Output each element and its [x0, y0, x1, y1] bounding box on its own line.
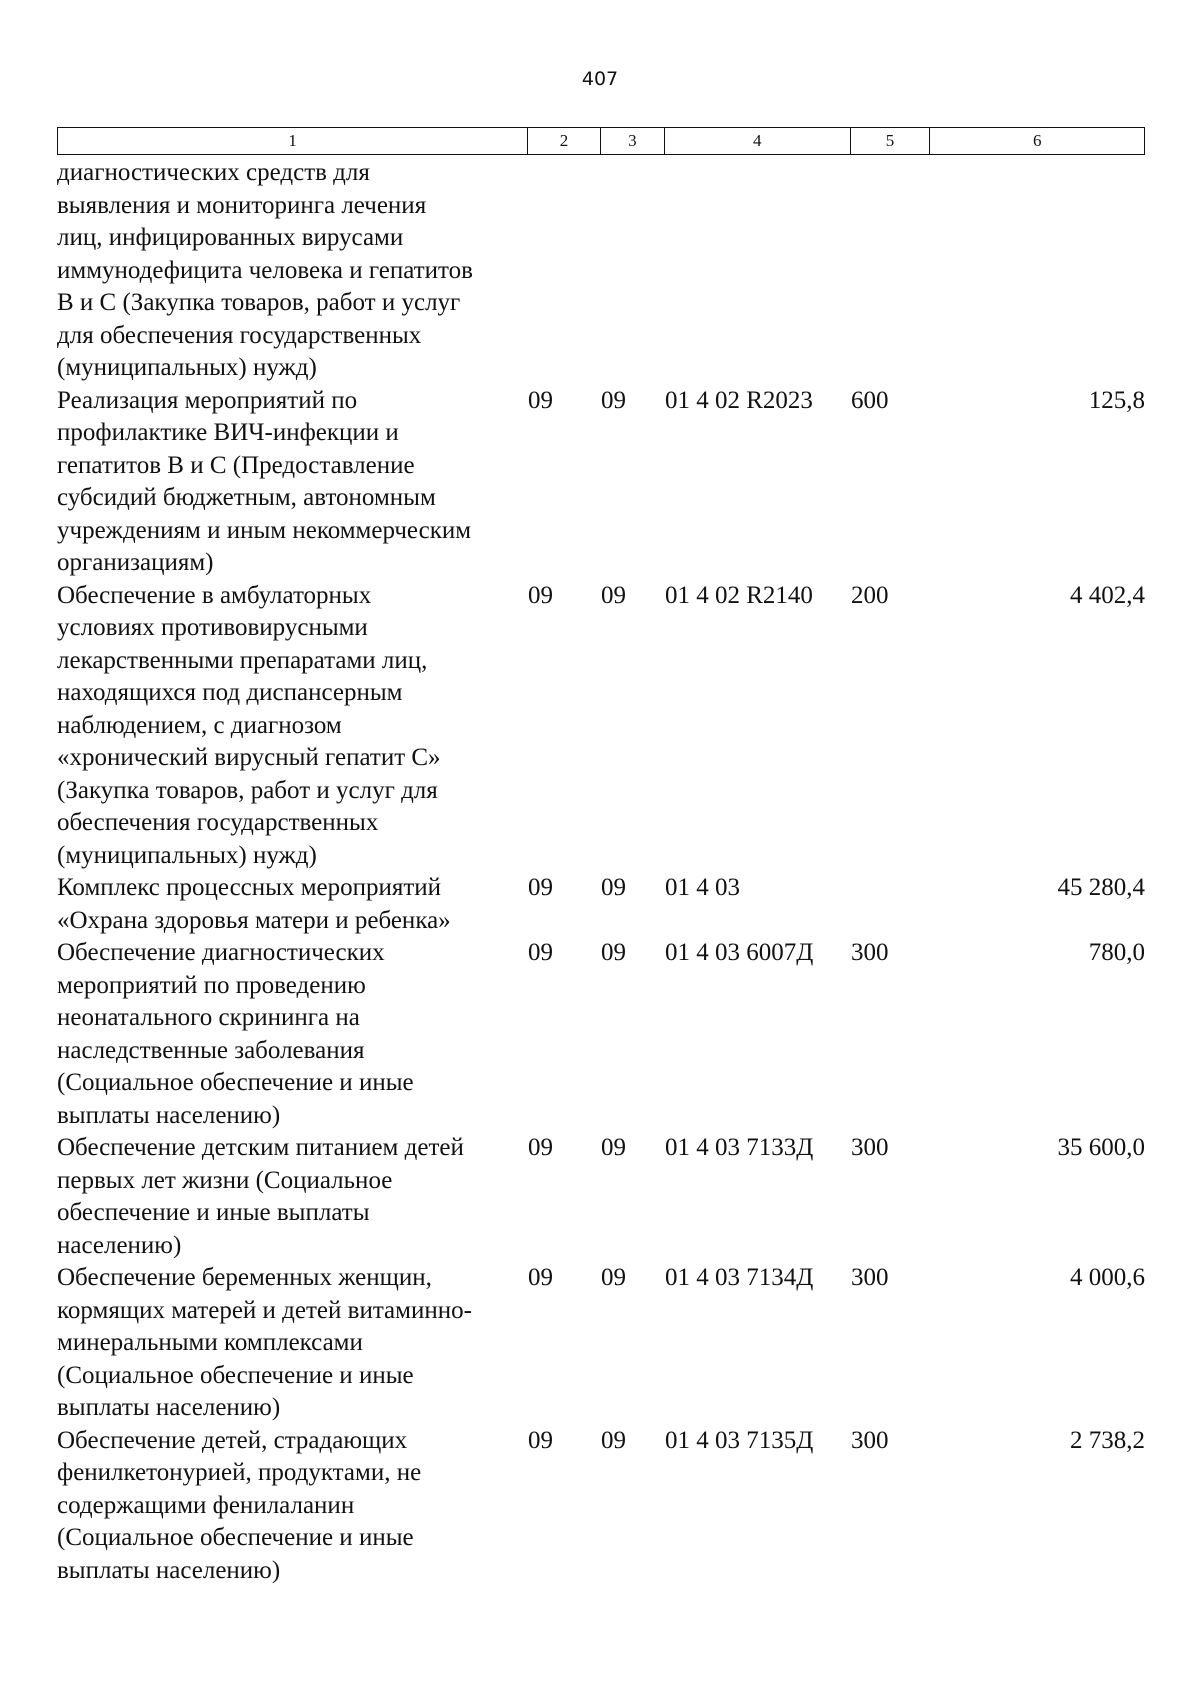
row-amount: 125,8 — [1088, 386, 1145, 414]
row-expense-type: 300 — [851, 1264, 889, 1291]
table-row — [57, 937, 1145, 1132]
row-amount — [931, 157, 1145, 385]
row-target-code: 01 4 03 7133Д — [665, 1134, 814, 1161]
row-expense-type: 200 — [851, 581, 889, 609]
row-section: 09 — [528, 386, 553, 414]
row-target-code: 01 4 03 6007Д — [665, 939, 814, 966]
header-col-5: 5 — [851, 128, 931, 154]
row-description: Обеспечение беременных женщин, кормящих матерей и детей витаминно- минеральными комплексами (Социальное обеспечение и иные выплаты населению) — [57, 1264, 472, 1421]
row-description: Обеспечение диагностических мероприятий по проведению неонатального скрининга на наследственные заболевания (Социальное обеспечение и иные выплаты населению) — [57, 939, 414, 1129]
page-number: 407 — [581, 68, 619, 90]
row-section: 09 — [528, 1264, 553, 1291]
row-amount: 780,0 — [1088, 939, 1145, 966]
header-col-4: 4 — [665, 128, 851, 154]
row-description: Реализация мероприятий по профилактике ВИЧ-инфекции и гепатитов B и C (Предоставление субсидий бюджетным, автономным учреждениям и иным некоммерческим организациям) — [57, 386, 472, 576]
table-row — [57, 1425, 1145, 1588]
table-row — [57, 385, 1145, 580]
row-section: 09 — [528, 874, 553, 901]
row-subsection: 09 — [601, 1426, 626, 1454]
row-description: Обеспечение в амбулаторных условиях противовирусными лекарственными препаратами лиц, находящихся под диспансерным наблюдением, с диагнозом «хронический вирусный гепатит С» (Закупка товаров, работ и услуг для обеспечения государственных (муниципальных) нужд) — [57, 581, 441, 869]
row-expense-type — [851, 157, 931, 385]
table-header — [57, 127, 1145, 155]
row-section: 09 — [528, 1134, 553, 1161]
header-col-3: 3 — [601, 128, 665, 154]
row-description: диагностических средств для выявления и мониторинга лечения лиц, инфицированных вирусами иммунодефицита человека и гепатитов B и C (Закупка товаров, работ и услуг для обеспечения государственных (муниципальных) нужд) — [57, 159, 473, 381]
row-description: Комплекс процессных мероприятий «Охрана здоровья матери и ребенка» — [57, 874, 451, 934]
row-target-code: 01 4 03 7135Д — [665, 1426, 814, 1454]
row-section: 09 — [528, 1426, 553, 1454]
row-target-code: 01 4 03 — [665, 874, 740, 901]
row-subsection: 09 — [601, 386, 626, 414]
row-subsection: 09 — [601, 939, 626, 966]
row-target-code: 01 4 02 R2023 — [665, 386, 813, 414]
table-row — [57, 1132, 1145, 1262]
row-subsection: 09 — [601, 1264, 626, 1291]
header-col-1: 1 — [58, 128, 528, 154]
budget-table-body — [57, 157, 1145, 1587]
header-col-2: 2 — [528, 128, 601, 154]
row-expense-type: 300 — [851, 1426, 889, 1454]
row-description: Обеспечение детским питанием детей первых лет жизни (Социальное обеспечение и иные выплаты населению) — [57, 1134, 464, 1259]
row-amount: 4 402,4 — [1070, 581, 1145, 609]
row-expense-type: 300 — [851, 1134, 889, 1161]
row-section — [528, 157, 601, 385]
row-subsection: 09 — [601, 1134, 626, 1161]
table-row — [57, 872, 1145, 937]
table-row — [57, 1262, 1145, 1425]
row-expense-type: 600 — [851, 386, 889, 414]
row-subsection: 09 — [601, 581, 626, 609]
row-target-code: 01 4 03 7134Д — [665, 1264, 814, 1291]
row-target-code — [665, 157, 851, 385]
row-subsection — [601, 157, 665, 385]
row-target-code: 01 4 02 R2140 — [665, 581, 813, 609]
row-description: Обеспечение детей, страдающих фенилкетонурией, продуктами, не содержащими фенилаланин (Социальное обеспечение и иные выплаты населению) — [57, 1426, 422, 1584]
table-row — [57, 157, 1145, 385]
row-amount: 4 000,6 — [1070, 1264, 1145, 1291]
row-section: 09 — [528, 581, 553, 609]
row-section: 09 — [528, 939, 553, 966]
row-subsection: 09 — [601, 874, 626, 901]
row-amount: 45 280,4 — [1057, 874, 1145, 901]
table-row — [57, 580, 1145, 873]
header-col-6: 6 — [1032, 131, 1042, 150]
row-expense-type: 300 — [851, 939, 889, 966]
row-amount: 2 738,2 — [1070, 1426, 1145, 1454]
row-amount: 35 600,0 — [1057, 1134, 1145, 1161]
row-expense-type — [851, 872, 931, 937]
